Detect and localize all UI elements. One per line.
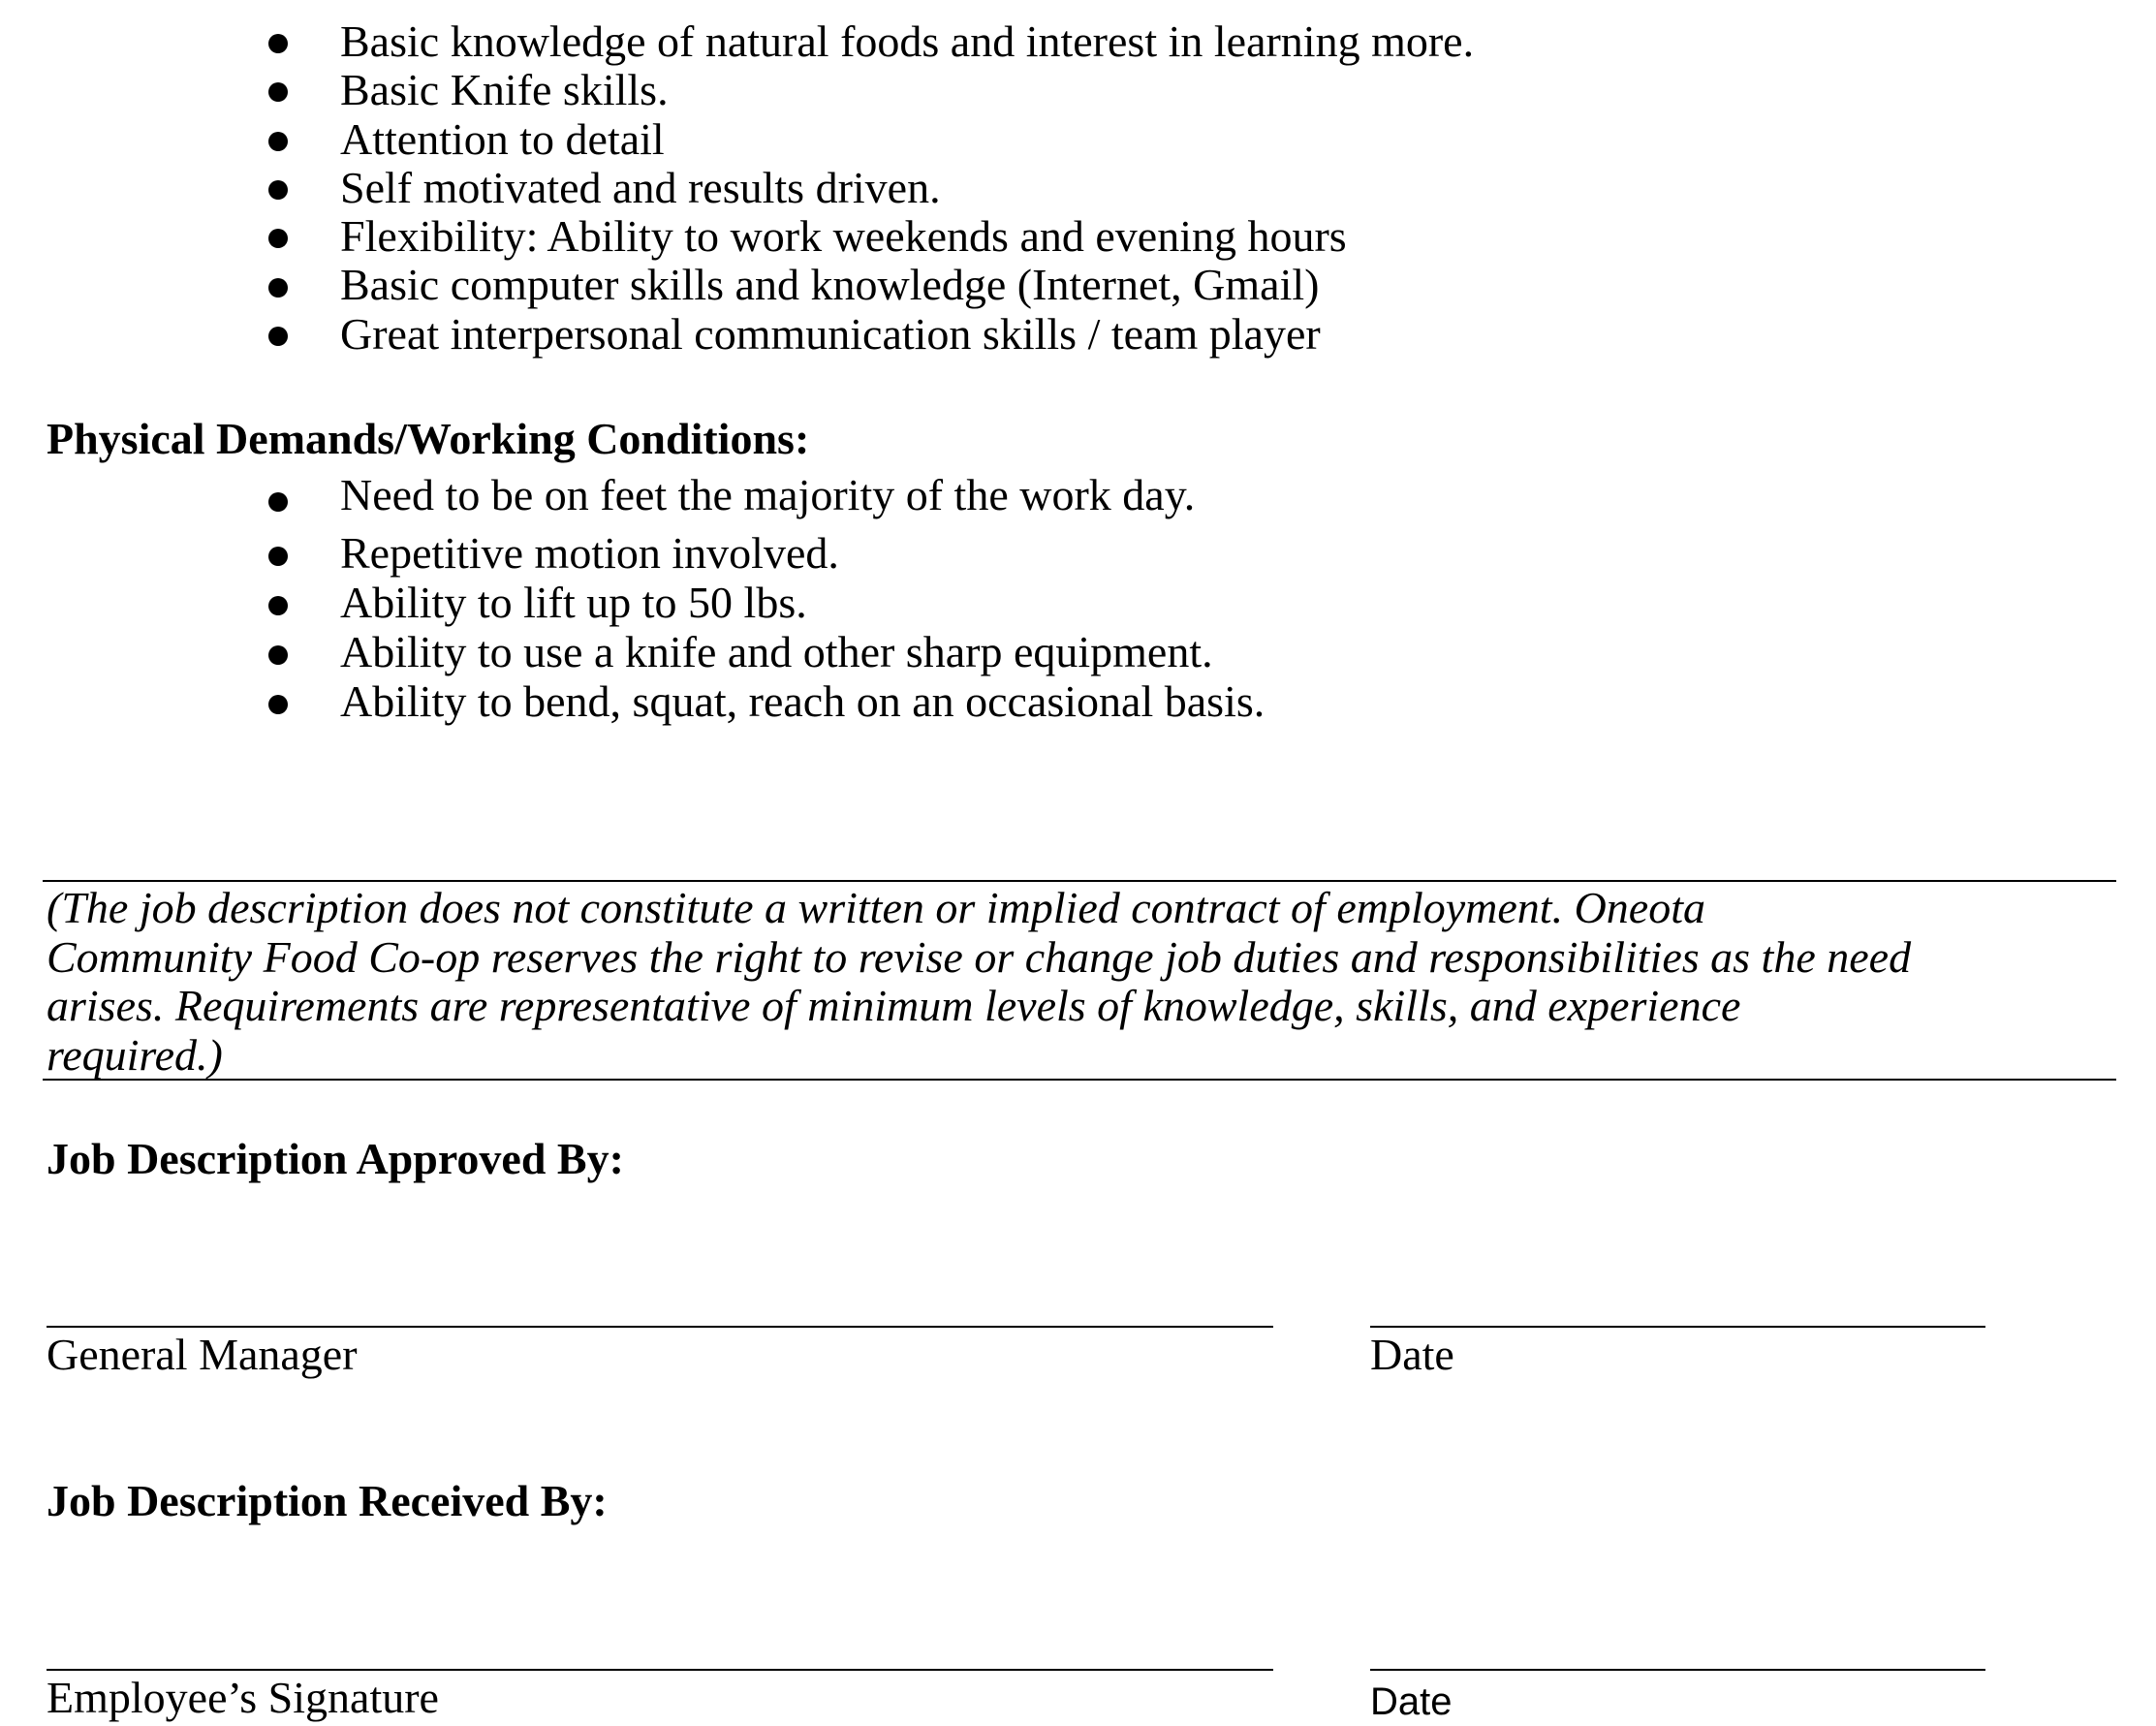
list-item: [47, 261, 1474, 309]
list-item: [47, 628, 1265, 677]
bullet-icon: [268, 645, 288, 665]
list-item: [47, 471, 1265, 529]
approved-date-label: Date: [1370, 1330, 1454, 1379]
bullet-icon: [268, 327, 288, 346]
list-item-text: Need to be on feet the majority of the work day.: [340, 470, 1196, 519]
bullet-icon: [268, 34, 288, 53]
bullet-icon: [268, 180, 288, 200]
bullet-icon: [268, 132, 288, 151]
list-item-text: Repetitive motion involved.: [340, 528, 839, 578]
bullet-icon: [268, 278, 288, 298]
general-manager-label: General Manager: [47, 1330, 358, 1379]
general-manager-date-line[interactable]: [1370, 1326, 1985, 1328]
employee-date-line[interactable]: [1370, 1669, 1985, 1671]
received-by-heading: Job Description Received By:: [47, 1476, 608, 1525]
bullet-icon: [268, 596, 288, 615]
list-item: [47, 212, 1474, 261]
list-item: [47, 164, 1474, 212]
disclaimer-line: (The job description does not constitute a written or implied contract of employment. Oneota: [47, 883, 1705, 932]
list-item: [47, 310, 1474, 359]
list-item: [47, 17, 1474, 66]
list-item: [47, 579, 1265, 628]
list-item: [47, 66, 1474, 114]
list-item: [47, 529, 1265, 579]
general-manager-signature-line[interactable]: [47, 1326, 1273, 1328]
bullet-icon: [268, 229, 288, 248]
bullet-icon: [268, 547, 288, 566]
list-item-text: Self motivated and results driven.: [340, 162, 941, 212]
list-item-text: Great interpersonal communication skills / team player: [340, 308, 1321, 359]
bullet-icon: [268, 492, 288, 512]
disclaimer-bottom-rule: [43, 1079, 2116, 1081]
approved-by-heading: Job Description Approved By:: [47, 1134, 624, 1183]
bullet-icon: [268, 82, 288, 102]
list-item-text: Ability to use a knife and other sharp equipment.: [340, 627, 1213, 676]
disclaimer-top-rule: [43, 880, 2116, 882]
received-date-label: Date: [1370, 1680, 1453, 1723]
disclaimer-line: arises. Requirements are representative of minimum levels of knowledge, skills, and experience: [47, 981, 1741, 1030]
physical-demands-heading: Physical Demands/Working Conditions:: [47, 414, 810, 463]
skills-list: [47, 17, 1474, 359]
disclaimer-text: [47, 884, 2120, 1080]
employee-signature-line[interactable]: [47, 1669, 1273, 1671]
list-item-text: Basic Knife skills.: [340, 65, 669, 115]
physical-demands-list: [47, 471, 1265, 727]
list-item: [47, 677, 1265, 727]
list-item: [47, 115, 1474, 164]
list-item-text: Basic computer skills and knowledge (Internet, Gmail): [340, 260, 1320, 310]
disclaimer-line: required.): [47, 1029, 223, 1080]
list-item-text: Attention to detail: [340, 113, 665, 164]
disclaimer-line: Community Food Co-op reserves the right to revise or change job duties and responsibilities as the need: [47, 931, 1912, 982]
employee-signature-label: Employee’s Signature: [47, 1673, 439, 1722]
bullet-icon: [268, 695, 288, 714]
list-item-text: Basic knowledge of natural foods and interest in learning more.: [340, 16, 1475, 66]
list-item-text: Ability to lift up to 50 lbs.: [340, 578, 807, 627]
list-item-text: Flexibility: Ability to work weekends and evening hours: [340, 211, 1347, 262]
list-item-text: Ability to bend, squat, reach on an occasional basis.: [340, 676, 1265, 726]
